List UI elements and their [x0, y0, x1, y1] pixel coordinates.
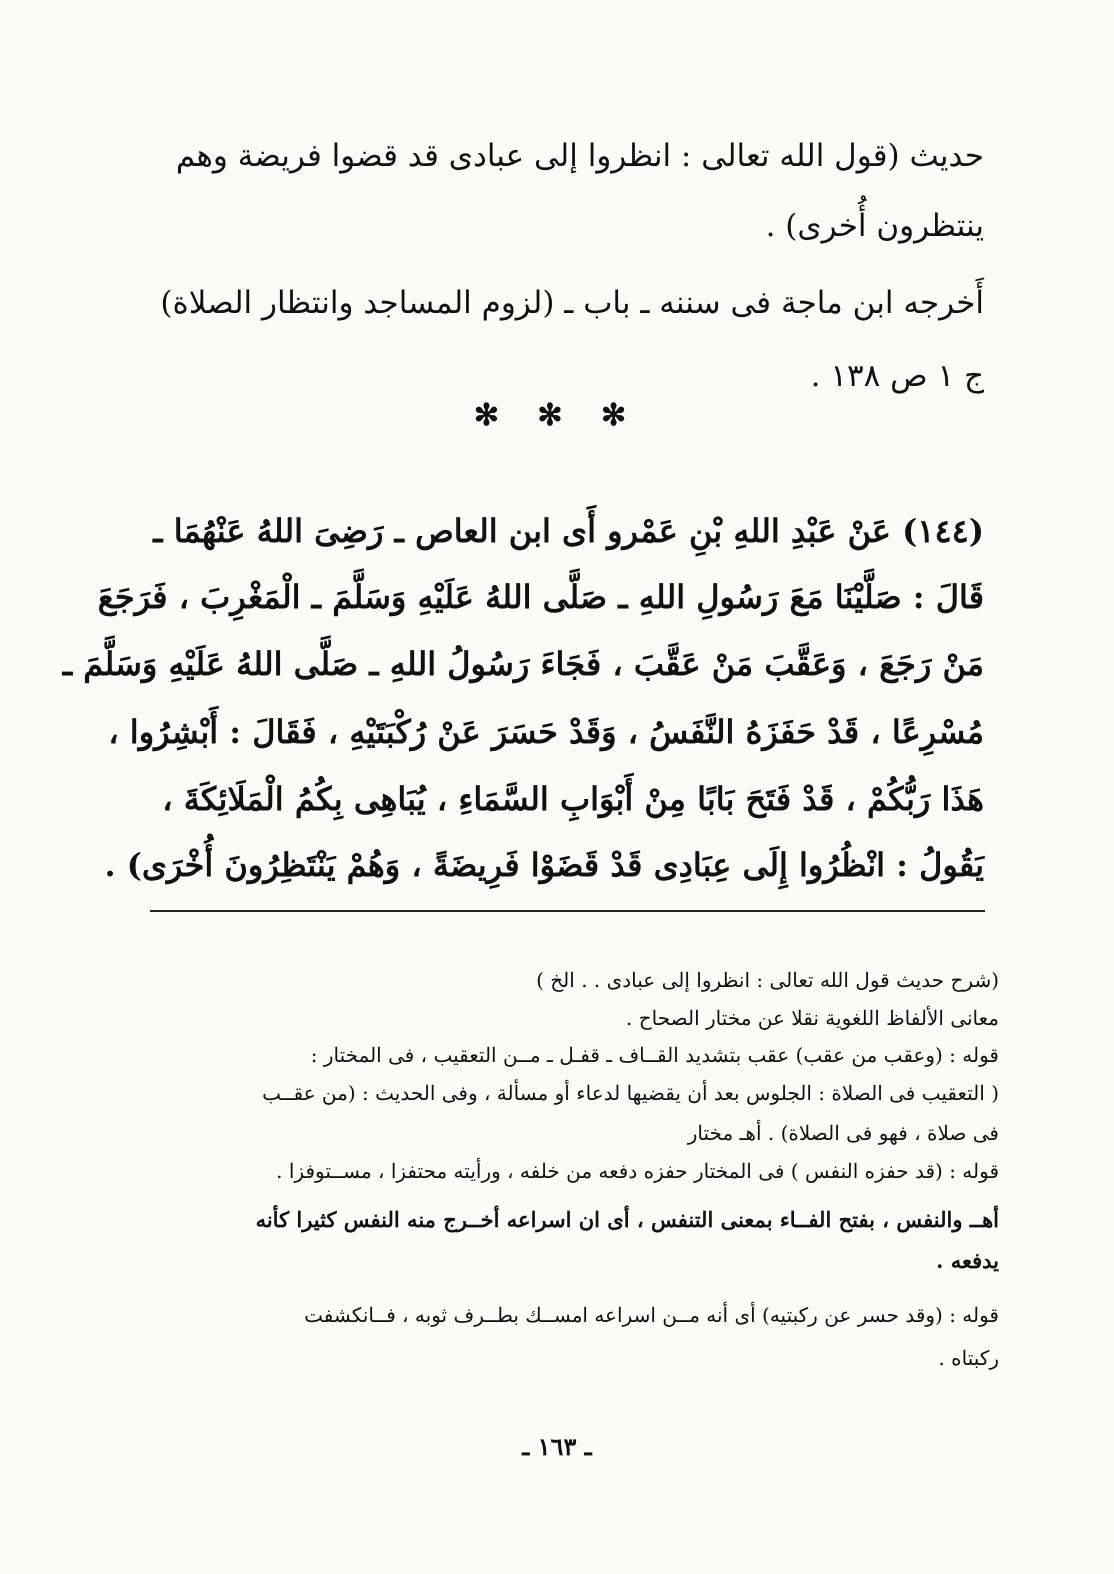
- note-line-5: فى صلاة ، فهو فى الصلاة) . أهـ مختار: [687, 1121, 999, 1145]
- note-line-7: أهــ والنفس ، بفتح الفــاء بمعنى التنفس ، أى ان اسراعه أخــرج منه النفس كثيرا كأنه: [255, 1207, 999, 1232]
- top-line-2: ينتظرون أُخرى) .: [765, 208, 984, 244]
- note-line-8: يدفعه .: [936, 1248, 999, 1273]
- footnote-divider: [150, 910, 985, 912]
- hadith-line-1: (١٤٤) عَنْ عَبْدِ اللهِ بْنِ عَمْرو أَى ابن العاص ـ رَضِىَ اللهُ عَنْهُمَا ـ: [153, 512, 984, 550]
- hadith-line-6: يَقُولُ : انْظُرُوا إِلَى عِبَادِى قَدْ قَضَوْا فَرِيضَةً ، وَهُمْ يَنْتَظِرُونَ أُخْرَى) .: [104, 846, 984, 884]
- note-line-2: معانى الألفاظ اللغوية نقلا عن مختار الصحاح .: [626, 1006, 999, 1030]
- page-number: ـ ١٦٣ ـ: [522, 1432, 592, 1461]
- note-line-9: قوله : (وقد حسر عن ركبتيه) أى أنه مــن اسراعه امســك بطــرف ثوبه ، فــانكشفت: [304, 1303, 999, 1327]
- citation-line-2: ج ١ ص ١٣٨ .: [810, 358, 984, 394]
- note-line-3: قوله : (وعقب من عقب) عقب بتشديد القــاف ـ قفـل ـ مــن التعقيب ، فى المختار :: [310, 1043, 999, 1067]
- section-separator: ✻ ✻ ✻: [473, 398, 641, 433]
- hadith-line-3: مَنْ رَجَعَ ، وَعَقَّبَ مَنْ عَقَّبَ ، فَجَاءَ رَسُولُ اللهِ ـ صَلَّى اللهُ عَلَيْهِ وَسَلَّمَ ـ: [62, 645, 984, 683]
- citation-line-1: أَخرجه ابن ماجة فى سننه ـ باب ـ (لزوم المساجد وانتظار الصلاة): [160, 285, 984, 321]
- hadith-line-5: هَذَا رَبُّكُمْ ، قَدْ فَتَحَ بَابًا مِنْ أَبْوَابِ السَّمَاءِ ، يُبَاهِى بِكُمُ الْمَلَائِكَةَ ،: [162, 780, 984, 818]
- note-line-1: (شرح حديث قول الله تعالى : انظروا إلى عبادى . . الخ ): [536, 968, 999, 992]
- note-line-4: ( التعقيب فى الصلاة : الجلوس بعد أن يقضيها لدعاء أو مسألة ، وفى الحديث : (من عقــب: [262, 1081, 999, 1105]
- note-line-6: قوله : (قد حفزه النفس ) فى المختار حفزه دفعه من خلفه ، ورأيته محتفزا ، مســتوفزا .: [276, 1159, 999, 1183]
- hadith-line-4: مُسْرِعًا ، قَدْ حَفَزَهُ النَّفَسُ ، وَقَدْ حَسَرَ عَنْ رُكْبَتَيْهِ ، فَقَالَ : أَبْشِرُوا ،: [108, 713, 984, 751]
- note-line-10: ركبتاه .: [938, 1346, 999, 1370]
- top-line-1: حديث (قول الله تعالى : انظروا إلى عبادى قد قضوا فريضة وهم: [175, 138, 984, 174]
- hadith-line-2: قَالَ : صَلَّيْنَا مَعَ رَسُولِ اللهِ ـ صَلَّى اللهُ عَلَيْهِ وَسَلَّمَ ـ الْمَغْرِبَ ، فَرَجَعَ: [97, 578, 984, 616]
